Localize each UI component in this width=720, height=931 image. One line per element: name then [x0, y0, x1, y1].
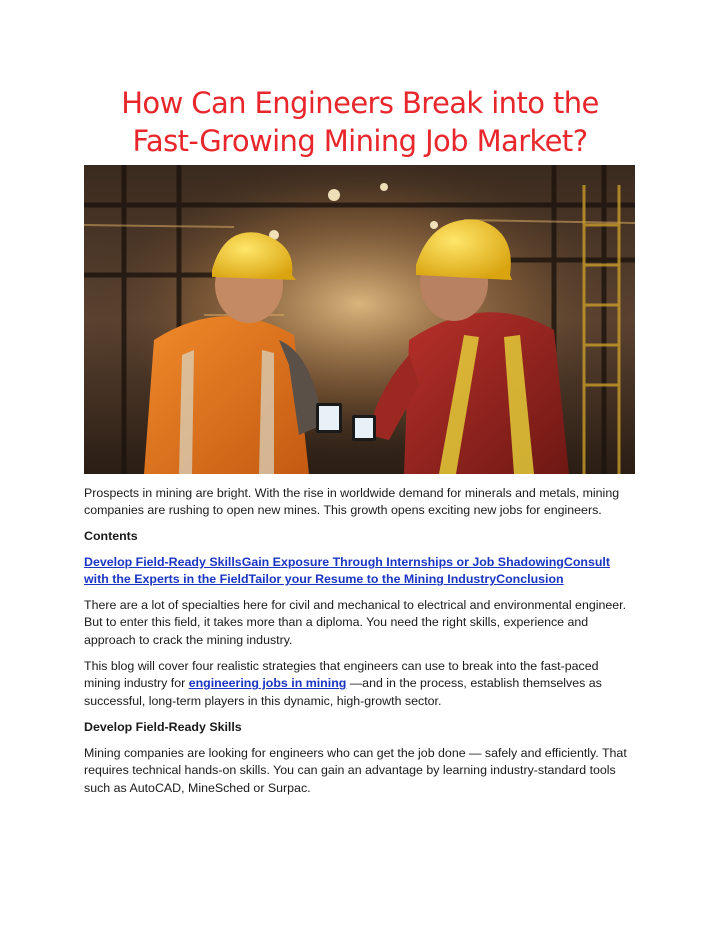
toc-link-skills[interactable]: Develop Field-Ready Skills — [84, 555, 242, 569]
specialties-paragraph: There are a lot of specialties here for civil and mechanical to electrical and environmental engineer. But to enter this field, it takes more than a diploma. You need the right skills, experience and approach to crack the mining industry. — [84, 598, 627, 647]
strategies-paragraph — [84, 658, 636, 710]
intro-paragraph: Prospects in mining are bright. With the rise in worldwide demand for minerals and metals, mining companies are rushing to open new mines. This growth opens exciting new jobs for engineers. — [84, 486, 620, 518]
hero-image — [84, 165, 635, 474]
strategies-text-before: This blog will cover four realistic strategies that engineers can use to break into the fast-paced mining industry for — [84, 659, 599, 691]
strategies-text-after: —and in the process, establish themselves as successful, long-term players in this dynamic, high-growth sector. — [84, 676, 602, 708]
contents-heading: Contents — [84, 529, 138, 543]
section-heading-skills: Develop Field-Ready Skills — [84, 720, 242, 734]
toc-link-internships[interactable]: Gain Exposure Through Internships or Job Shadowing — [241, 555, 564, 569]
page-title: How Can Engineers Break into the Fast-Growing Mining Job Market? — [121, 86, 599, 158]
skills-paragraph: Mining companies are looking for engineers who can get the job done — safely and efficiently. That requires technical hands-on skills. You can gain an advantage by learning industry-standard tools such as AutoCAD, MineSched or Surpac. — [84, 746, 627, 795]
toc-link-experts[interactable]: Consult with the Experts in the Field — [84, 555, 611, 587]
table-of-contents — [84, 554, 636, 589]
engineering-jobs-link[interactable]: engineering jobs in mining — [188, 676, 347, 691]
toc-link-resume[interactable]: Tailor your Resume to the Mining Industry — [248, 572, 497, 587]
toc-link-conclusion[interactable]: Conclusion — [496, 572, 564, 587]
